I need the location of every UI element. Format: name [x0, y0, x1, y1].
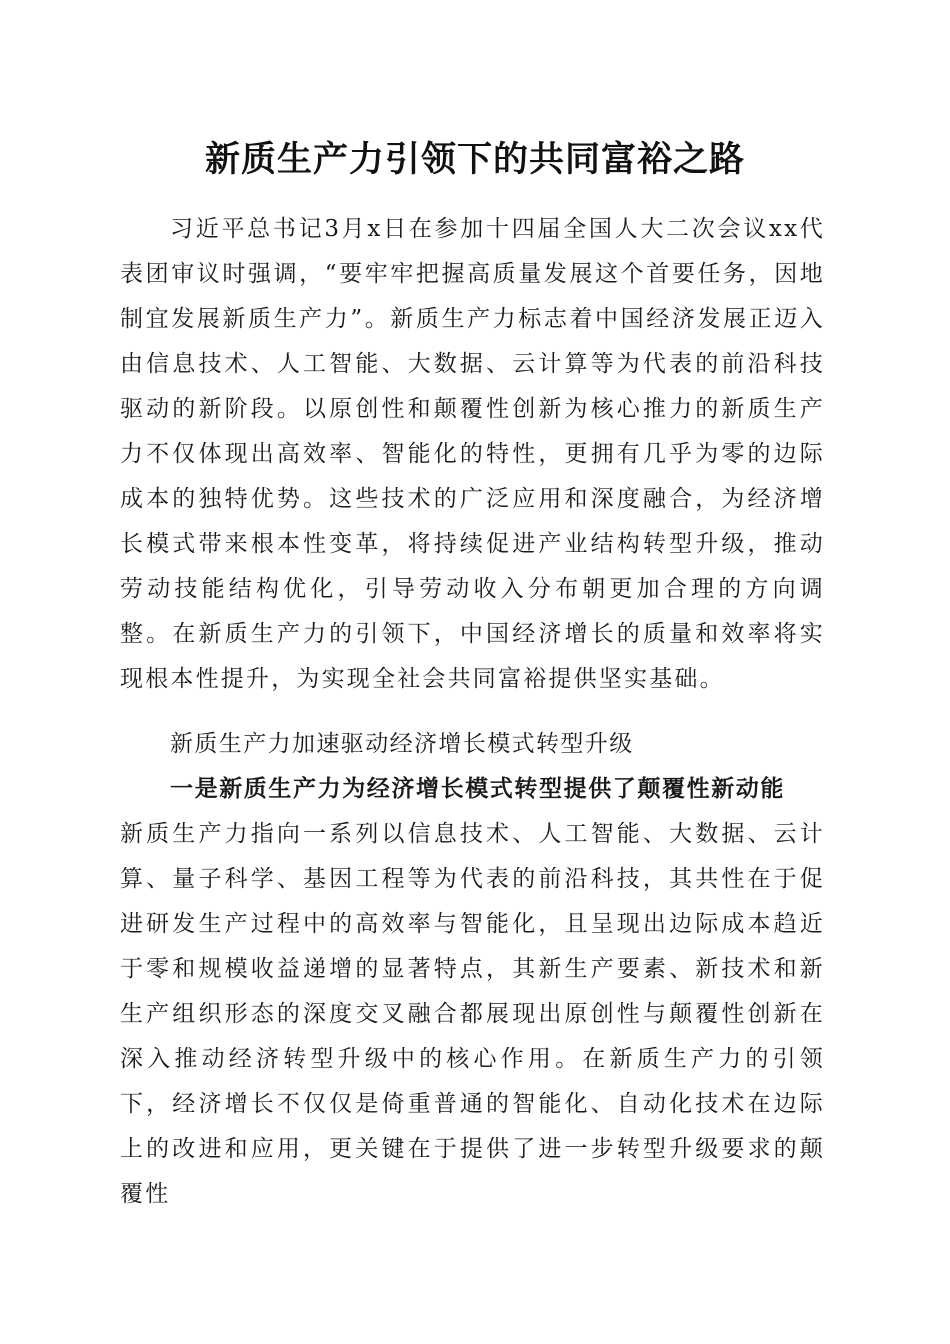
- section-heading: 新质生产力加速驱动经济增长模式转型升级: [170, 731, 634, 757]
- point-one-body: 新质生产力指向一系列以信息技术、人工智能、大数据、云计算、量子科学、基因工程等为代表的前沿科技，其共性在于促进研发生产过程中的高效率与智能化，且呈现出边际成本趋近于零和规模收益递增的显著特点，其新生产要素、新技术和新生产组织形态的深度交叉融合都展现出原创性与颠覆性创新在深入推动经济转型升级中的核心作用。在新质生产力的引领下，经济增长不仅仅是倚重普通的智能化、自动化技术在边际上的改进和应用，更关键在于提供了进一步转型升级要求的颠覆性: [120, 821, 825, 1207]
- point-one-lead: 一是新质生产力为经济增长模式转型提供了颠覆性新动能: [170, 775, 785, 802]
- document-title: 新质生产力引领下的共同富裕之路: [204, 139, 745, 180]
- point-one-paragraph: [120, 766, 825, 1217]
- intro-paragraph: 习近平总书记3月x日在参加十四届全国人大二次会议xx代表团审议时强调，“要牢牢把握高质量发展这个首要任务，因地制宜发展新质生产力”。新质生产力标志着中国经济发展正迈入由信息技术、人工智能、大数据、云计算等为代表的前沿科技驱动的新阶段。以原创性和颠覆性创新为核心推力的新质生产力不仅体现出高效率、智能化的特性，更拥有几乎为零的边际成本的独特优势。这些技术的广泛应用和深度融合，为经济增长模式带来根本性变革，将持续促进产业结构转型升级，推动劳动技能结构优化，引导劳动收入分布朝更加合理的方向调整。在新质生产力的引领下，中国经济增长的质量和效率将实现根本性提升，为实现全社会共同富裕提供坚实基础。: [120, 216, 825, 692]
